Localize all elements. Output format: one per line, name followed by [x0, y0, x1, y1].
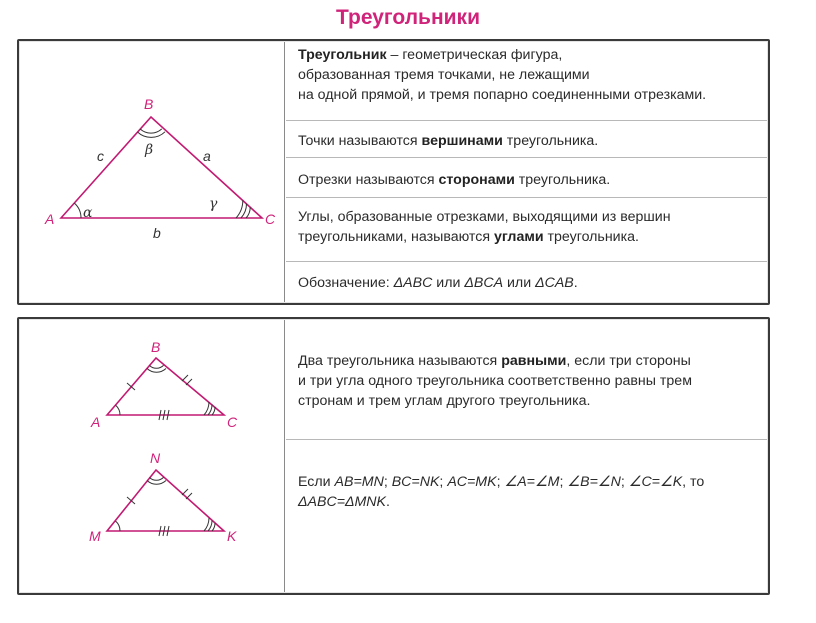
example-sep-5: ;	[620, 474, 629, 490]
example-sep-3: ;	[496, 474, 505, 490]
example-sep-1: ;	[383, 474, 392, 490]
angle-beta-label: β	[145, 142, 154, 158]
definition-text-3: на одной прямой, и тремя попарно соединенными отрезками.	[298, 87, 707, 103]
triangle-mnk-shape	[107, 470, 224, 531]
angle-gamma-arc-1	[246, 207, 250, 218]
vertex-b-label: B	[144, 96, 154, 112]
example-eq-1: AB=MN	[334, 474, 384, 490]
vertices-prefix: Точки называются	[298, 133, 422, 149]
equal-text-2: и три угла одного треугольника соответственно равны трем	[298, 373, 692, 389]
tick-nk-2	[186, 493, 192, 499]
triangle-abc-diagram	[19, 41, 284, 303]
angles-suffix: треугольника.	[543, 229, 639, 245]
equal-triangles-figure	[19, 319, 285, 593]
side-c-label: c	[97, 148, 104, 164]
definition-term: Треугольник	[298, 47, 387, 63]
angle-a-arc	[116, 405, 121, 415]
equal-triangles-panel	[17, 317, 770, 595]
angle-n-arc-2	[147, 481, 166, 485]
sides-term: сторонами	[438, 172, 515, 188]
example-conclusion: ΔABC=ΔMNK	[298, 494, 387, 510]
angles-prefix: треугольниками, называются	[298, 229, 494, 245]
notation-end: .	[573, 275, 578, 291]
definition-text-2: образованная тремя точками, не лежащими	[298, 67, 590, 83]
angle-gamma-label: γ	[209, 196, 218, 212]
vertex-k-label: K	[227, 528, 237, 544]
example-sep-6: , то	[682, 474, 705, 490]
notation-or-2: или	[503, 275, 536, 291]
example-eq-4: ∠A=∠M	[504, 474, 560, 490]
tick-bc-2	[186, 379, 192, 385]
angle-n-arc-1	[150, 477, 164, 480]
example-eq-3: AC=MK	[447, 474, 497, 490]
angles-row	[286, 198, 768, 262]
angle-k-arc-3	[204, 518, 209, 531]
vertex-b-label-2: B	[151, 339, 161, 355]
angle-alpha-arc	[74, 203, 81, 218]
vertices-suffix: треугольника.	[502, 133, 599, 149]
vertex-a-label: A	[45, 211, 55, 227]
equal-text-3: стронам и трем углам другого треугольника.	[298, 393, 591, 409]
angle-c-arc-1	[212, 407, 215, 415]
page-title: Треугольники	[336, 6, 480, 29]
triangle-definition-panel	[17, 39, 770, 305]
notation-or-1: или	[432, 275, 465, 291]
definition-row	[286, 41, 768, 121]
equal-suffix: , если три стороны	[566, 353, 691, 369]
angle-m-arc	[116, 521, 121, 531]
sides-suffix: треугольника.	[514, 172, 611, 188]
triangle-shape	[61, 117, 262, 218]
triangle-abc-shape	[107, 358, 224, 415]
example-sep-4: ;	[559, 474, 568, 490]
example-row	[286, 440, 768, 593]
vertices-term: вершинами	[421, 133, 503, 149]
angles-text-1: Углы, образованные отрезками, выходящими из вершин	[298, 209, 671, 225]
side-b-label: b	[153, 225, 161, 241]
angle-k-arc-1	[212, 523, 215, 531]
example-prefix: Если	[298, 474, 335, 490]
example-eq-2: BC=NK	[391, 474, 440, 490]
angle-beta-arc-2	[138, 132, 166, 138]
sides-prefix: Отрезки называются	[298, 172, 439, 188]
equal-term: равными	[501, 353, 567, 369]
equal-triangles-diagram	[19, 319, 284, 593]
tick-bc-1	[182, 375, 188, 381]
angles-term: углами	[493, 229, 544, 245]
vertex-m-label: M	[89, 528, 101, 544]
angle-alpha-label: α	[83, 205, 93, 221]
vertex-c-label-2: C	[227, 414, 238, 430]
angle-beta-arc	[140, 129, 162, 133]
triangle-figure	[19, 41, 285, 303]
equal-definition-row	[286, 319, 768, 440]
sides-row	[286, 158, 768, 198]
angle-gamma-arc-3	[236, 200, 243, 218]
example-eq-5: ∠B=∠N	[567, 474, 621, 490]
vertex-c-label: C	[265, 211, 276, 227]
example-eq-6: ∠C=∠K	[628, 474, 683, 490]
definition-text-1: – геометрическая фигура,	[386, 47, 563, 63]
tick-nk-1	[182, 489, 188, 495]
side-a-label: a	[203, 148, 211, 164]
notation-row	[286, 262, 768, 303]
angle-b-arc-2	[147, 369, 166, 373]
equal-prefix: Два треугольника называются	[298, 353, 502, 369]
notation-abc: ΔABC	[393, 275, 433, 291]
example-sep-2: ;	[439, 474, 448, 490]
vertex-n-label: N	[150, 450, 161, 466]
notation-label: Обозначение:	[298, 275, 394, 291]
notation-bca: ΔBCA	[464, 275, 504, 291]
notation-cab: ΔCAB	[535, 275, 574, 291]
example-end: .	[386, 494, 390, 510]
angle-b-arc-1	[150, 365, 164, 368]
vertices-row	[286, 121, 768, 158]
angle-c-arc-3	[204, 402, 209, 415]
vertex-a-label-2: A	[91, 414, 101, 430]
